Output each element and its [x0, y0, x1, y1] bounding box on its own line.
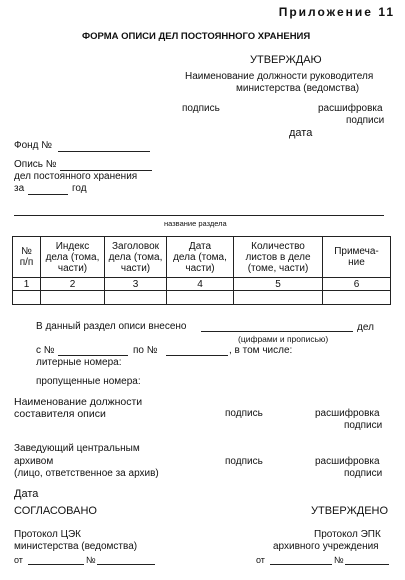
compiler-signature-label: подпись [225, 408, 263, 419]
column-number: 6 [323, 278, 391, 291]
section-name-line [14, 215, 384, 216]
including-label: , в том числе: [229, 345, 293, 356]
archive-head-position-2: архивом [14, 456, 54, 467]
archive-head-decoding-label-2: подписи [344, 468, 383, 479]
cek-ministry-label: министерства (ведомства) [14, 541, 138, 552]
fund-label: Фонд № [14, 140, 53, 151]
approve-date-label: дата [289, 127, 313, 139]
column-number: 1 [13, 278, 41, 291]
year-line [28, 194, 68, 195]
from-number-line [58, 355, 128, 356]
letter-numbers-label: литерные номера: [36, 357, 122, 368]
inventory-label: Опись № [14, 159, 57, 170]
archive-head-signature-label: подпись [225, 456, 263, 467]
cek-number-line [97, 564, 155, 565]
cek-from-label: от [14, 555, 23, 565]
digits-words-caption: (цифрами и прописью) [238, 334, 329, 344]
to-number-label: по № [133, 345, 158, 356]
compiler-position: Наименование должности [14, 396, 143, 408]
fund-number-line [58, 151, 150, 152]
approve-word: УТВЕРЖДАЮ [250, 54, 322, 66]
column-number: 3 [105, 278, 167, 291]
from-number-label: с № [36, 345, 55, 356]
compiler-decoding-label-2: подписи [344, 420, 383, 431]
storage-label: дел постоянного хранения [14, 171, 138, 182]
column-number: 4 [167, 278, 234, 291]
approver-decoding-label: расшифровка [318, 103, 383, 114]
compiler-position-2: составителя описи [14, 408, 106, 420]
column-number: 2 [41, 278, 105, 291]
col-header-number: № п/п [13, 237, 41, 278]
appendix-number: Приложение 11 [278, 5, 395, 19]
col-header-date: Дата дела (тома, части) [167, 237, 234, 278]
approver-position: Наименование должности руководителя [185, 71, 374, 82]
section-caption: название раздела [164, 219, 227, 228]
epk-institution-label: архивного учреждения [273, 541, 379, 552]
col-header-notes: Примеча- ние [323, 237, 391, 278]
archive-head-position: Заведующий центральным [14, 443, 140, 454]
cases-label: дел [357, 322, 374, 333]
missed-numbers-label: пропущенные номера: [36, 376, 141, 387]
approved-word: УТВЕРЖДЕНО [311, 505, 389, 517]
col-header-sheets: Количество листов в деле (томе, части) [234, 237, 323, 278]
epk-number-label: № [334, 555, 344, 565]
epk-protocol-label: Протокол ЭПК [314, 529, 381, 540]
agreed-word: СОГЛАСОВАНО [14, 505, 97, 517]
for-label: за [14, 183, 25, 194]
archive-head-responsible: (лицо, ответственное за архив) [14, 468, 159, 479]
approver-decoding-label-2: подписи [346, 115, 385, 126]
cases-count-line [201, 331, 353, 332]
cek-date-line [28, 564, 84, 565]
compiler-decoding-label: расшифровка [315, 408, 380, 419]
col-header-title: Заголовок дела (тома, части) [105, 237, 167, 278]
approver-ministry: министерства (ведомства) [236, 83, 360, 94]
col-header-index: Индекс дела (тома, части) [41, 237, 105, 278]
epk-number-line [345, 564, 389, 565]
epk-from-label: от [256, 555, 265, 565]
cek-protocol-label: Протокол ЦЭК [14, 529, 81, 540]
cek-number-label: № [86, 555, 96, 565]
column-number: 5 [234, 278, 323, 291]
included-label: В данный раздел описи внесено [36, 321, 187, 332]
archive-head-decoding-label: расшифровка [315, 456, 380, 467]
date-label: Дата [14, 488, 39, 500]
year-label: год [72, 183, 87, 194]
table-row [13, 291, 391, 305]
form-title: ФОРМА ОПИСИ ДЕЛ ПОСТОЯННОГО ХРАНЕНИЯ [82, 31, 311, 42]
to-number-line [166, 355, 228, 356]
approver-signature-label: подпись [182, 103, 220, 114]
column-number-row [13, 278, 391, 291]
epk-date-line [270, 564, 332, 565]
inventory-table [12, 236, 391, 305]
